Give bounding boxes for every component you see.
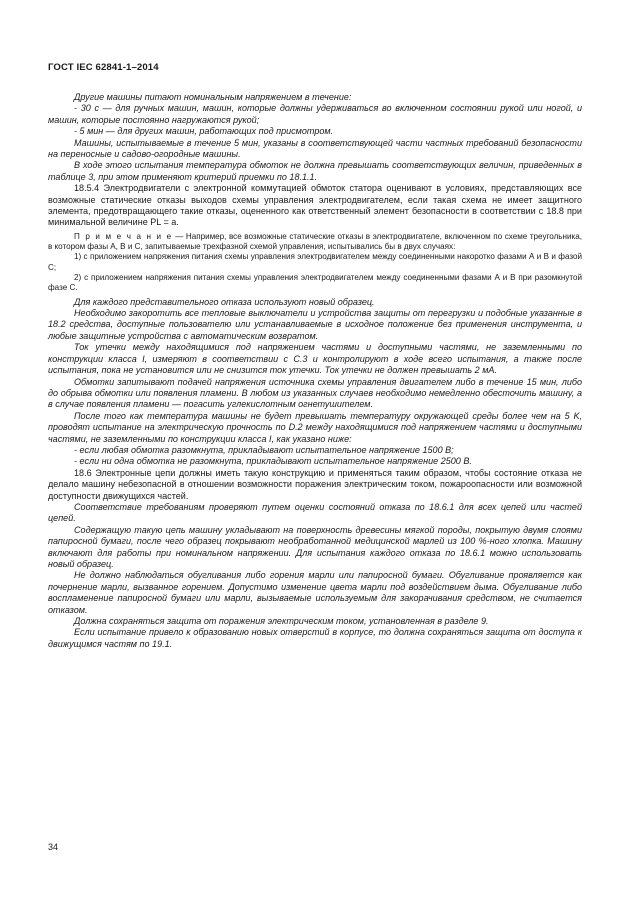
paragraph: Если испытание привело к образованию новых отверстий в корпусе, то должна сохраняться защита от доступа к движущимся частям по 19.1. xyxy=(48,627,582,649)
note-text: — Например, все возможные статические отказы в электродвигателе, включенном по схеме треугольника, в котором фазы А, В и С, запитываемые трехфазной схемой управления, испытывались бы в двух случаях: xyxy=(48,231,582,252)
paragraph: Обмотки запитывают подачей напряжения источника схемы управления двигателем либо в течение 15 мин, либо до обрыва обмотки или появления пламени. В любом из указанных случаев необходимо немедленно обесточить машину, а в случае появления пламени — погасить углекислотным огнетушителем. xyxy=(48,376,582,410)
list-item: - 30 с — для ручных машин, машин, которые должны удерживаться во включенном состоянии рукой или ногой, и машин, которые постоянно нагружаются рукой; xyxy=(48,103,582,125)
list-item: - если любая обмотка разомкнута, прикладывают испытательное напряжение 1500 В; xyxy=(74,444,454,455)
clause-text: 18.5.4 Электродвигатели с электронной коммутацией обмоток статора оценивают в условиях, представляющих все возможные статические отказы выходов схемы управления электродвигателем, если такая схема не имеет защитного элемента, предотвращающего такие отказы, оцененного как ответственный элемент безопасности в соответствии с 18.8 при минимальной величине PL = a. xyxy=(48,183,582,228)
note-label: П р и м е ч а н и е xyxy=(74,231,173,241)
paragraph: Ток утечки между находящимися под напряжением частями и доступными частями, не заземленными по конструкции класса I, измеряют в соответствии с С.3 и контролируют в ходе всего испытания, а также после испытания, пока не установится или не снизится ток утечки. Ток утечки не должен превышать 2 мА. xyxy=(48,342,582,376)
list-item: - 5 мин — для других машин, работающих под присмотром. xyxy=(74,126,334,137)
paragraph: Другие машины питают номинальным напряжением в течение: xyxy=(74,92,352,102)
page-body xyxy=(48,92,582,650)
paragraph: Соответствие требованиям проверяют путем оценки состояний отказа по 18.6.1 для всех цепей или частей цепей. xyxy=(48,501,582,524)
note-item: 1) с приложением напряжения питания схемы управления электродвигателем между соединенными накоротко фазами А и В и фазой С; xyxy=(48,252,582,272)
clause-18-5-4 xyxy=(48,183,582,229)
note xyxy=(48,232,582,294)
paragraph: Содержащую такую цепь машину укладывают на поверхность древесины мягкой породы, покрытую двумя слоями папиросной бумаги, после чего образец покрывают необработанной медицинской марлей из 100 %-ного хлопка. Машину включают для работы при номинальном напряжении. Для испытания каждого отказа по 18.6.1 можно использовать новый образец. xyxy=(48,524,582,569)
page-number: 34 xyxy=(48,842,59,852)
paragraph: В ходе этого испытания температура обмоток не должна превышать соответствующих величин, приведенных в таблице 3, при этом применяют критерий приемки по 18.1.1. xyxy=(48,160,582,182)
paragraph: После того как температура машины не будет превышать температуру окружающей среды более чем на 5 K, проводят испытание на электрическую прочность по D.2 между находящимися под напряжением частями и доступными частями, не заземленными по конструкции класса I, как указано ниже: xyxy=(48,410,582,444)
paragraph: Должна сохраняться защита от поражения электрическим током, установленная в разделе 9. xyxy=(74,616,489,627)
clause-18-6: 18.6 Электронные цепи должны иметь такую конструкцию и применяться таким образом, чтобы состояние отказа не делало машину небезопасной в отношении возможности поражения электрическим током, пожароопасности или возможной доступности движущихся частей. xyxy=(48,467,582,501)
paragraph: Для каждого представительного отказа используют новый образец. xyxy=(74,296,375,307)
paragraph: Необходимо закоротить все тепловые выключатели и устройства защиты от перегрузки и подобные указанные в 18.2 средства, доступные пользователю или устанавливаемые в исходное положение без применения инструмента, и любые защитные устройства с автоматическим возвратом. xyxy=(48,308,582,341)
document-header: ГОСТ IEC 62841-1–2014 xyxy=(48,62,159,73)
note-item: 2) с приложением напряжения питания схемы управления электродвигателем между соединенными фазами А и В при разомкнутой фазе С. xyxy=(48,273,582,293)
paragraph: Машины, испытываемые в течение 5 мин, указаны в соответствующей части частных требований безопасности на переносные и садово-огородные машины. xyxy=(48,137,582,160)
list-item: - если ни одна обмотка не разомкнута, прикладывают испытательное напряжение 2500 В. xyxy=(74,456,472,467)
paragraph: Не должно наблюдаться обугливания либо горения марли или папиросной бумаги. Обугливание проявляется как почернение марли, вызванное горением. Допустимо изменение цвета марли под воздействием дыма. Обугливание либо воспламенение папиросной бумаги или марли, вызываемые используемым для закорачивания средством, не считается отказом. xyxy=(48,570,582,615)
